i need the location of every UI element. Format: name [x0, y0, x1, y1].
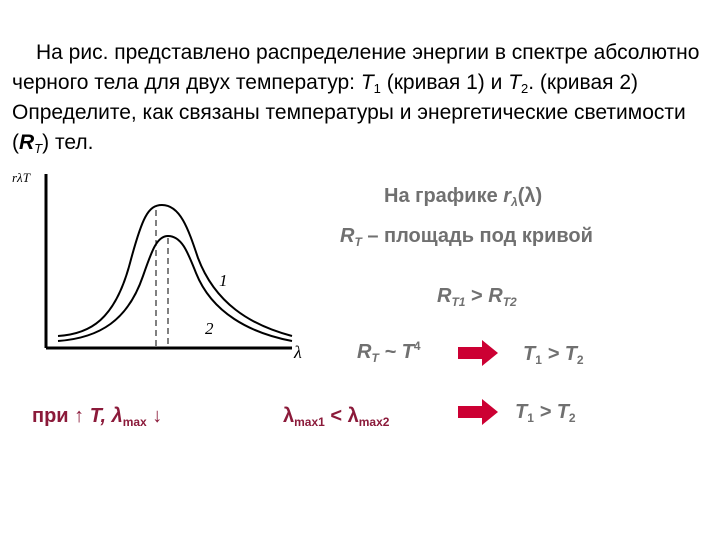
problem-statement: На рис. представлено распределение энергии в спектре абсолютно черного тела для двух температур: $T_1$ (кривая 1) и $T_2$. (кривая 2) Определите, как связаны температуры и энергетические светимости $(R_T)$ тел. [12, 41, 700, 156]
y-axis-label: rλT [12, 170, 30, 185]
wien-rule: при ↑ T, $\lambda_{max}$ ↓ [32, 405, 163, 429]
area-note: $R_T$ – площадь под кривой [340, 225, 593, 249]
luminosity-comparison: $R_{T1} > R_{T2}$ [437, 285, 517, 309]
curve-1 [58, 205, 292, 336]
graph-caption: На графике $r_\lambda(\lambda)$ [384, 185, 543, 209]
temperature-conclusion-1: $T_1 > T_2$ [523, 343, 584, 367]
arrow-right-icon [458, 399, 498, 425]
arrow-right-icon [458, 340, 498, 366]
spectrum-graph [10, 168, 320, 368]
temperature-conclusion-2: $T_1 > T_2$ [515, 401, 576, 425]
curve-2-label: 2 [205, 319, 214, 338]
stefan-boltzmann-law: $R_T$ ~ $T^4$ [357, 339, 421, 365]
x-axis-label: λ [294, 342, 302, 362]
curve-1-label: 1 [219, 271, 228, 290]
wavelength-comparison: $\lambda_{max1} < \lambda_{max2}$ [283, 405, 390, 429]
